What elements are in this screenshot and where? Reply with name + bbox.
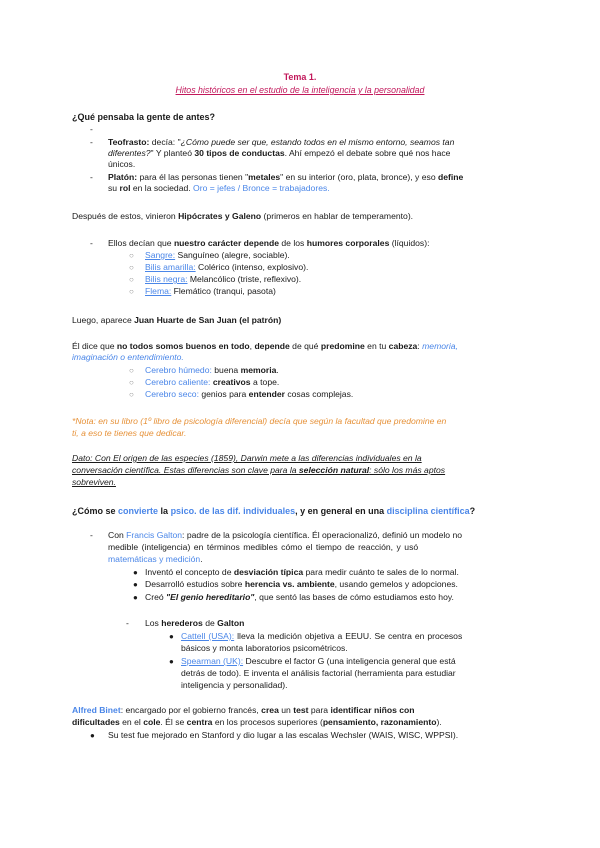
cerebro-item: Cerebro húmedo: buena memoria.	[145, 365, 279, 375]
dato-line-1: Dato: Con El origen de las especies (1859), Darwin mete a las diferencias individuales en la	[72, 453, 422, 463]
page-subtitle: Hitos históricos en el estudio de la inteligencia y la personalidad	[175, 85, 425, 95]
spearman-line-2: detrás de todo). E inventa el análisis factorial (herramienta para estudiar	[181, 668, 456, 678]
nota-line-2: ti, a eso te tienes que dedicar.	[72, 428, 187, 438]
cerebro-item: Cerebro seco: genios para entender cosas complejas.	[145, 389, 354, 399]
teofrasto-line-1: Teofrasto: decía: "¿Cómo puede ser que, estando todos en el mismo entorno, seamos tan	[108, 137, 455, 147]
binet-line-1: Alfred Binet: encargado por el gobierno francés, crea un test para identificar niños con	[72, 705, 415, 715]
circle-bullet-icon: ○	[129, 390, 134, 399]
dash-marker: -	[90, 137, 93, 147]
galton-line-3: matemáticas y medición.	[108, 554, 203, 564]
circle-bullet-icon: ○	[129, 366, 134, 375]
dash-marker: -	[126, 618, 129, 628]
humores-bullet: Ellos decían que nuestro carácter depende de los humores corporales (líquidos):	[108, 238, 430, 248]
platon-line-2: su rol en la sociedad. Oro = jefes / Bronce = trabajadores.	[108, 183, 330, 193]
bullet-dot-icon: ●	[169, 657, 174, 666]
nota-line-1: *Nota: en su libro (1º libro de psicología diferencial) decía que según la facultad que predomine en	[72, 416, 447, 426]
cattell-line-1: Cattell (USA): lleva la medición objetiva a EEUU. Se centra en procesos	[181, 631, 463, 641]
spearman-line-3: inteligencia y personalidad).	[181, 680, 288, 690]
galton-line-2: medible (inteligencia) en términos medibles cómo el tiempo de reacción, y usó	[108, 542, 419, 552]
bullet-dot-icon: ●	[133, 580, 138, 589]
herederos-heading: Los herederos de Galton	[145, 618, 245, 628]
circle-bullet-icon: ○	[129, 378, 134, 387]
galton-line-1: Con Francis Galton: padre de la psicología científica. Él operacionalizó, definió un modelo no	[108, 530, 462, 540]
circle-bullet-icon: ○	[129, 287, 134, 296]
huarte-para-2: imaginación o entendimiento.	[72, 352, 184, 362]
teofrasto-line-2: diferentes?" Y planteó 30 tipos de conductas. Ahí empezó el debate sobre qué nos hace	[108, 148, 451, 158]
humor-item: Flema: Flemático (tranqui, pasota)	[145, 286, 276, 296]
spearman-line-1: Spearman (UK): Descubre el factor G (una inteligencia general que está	[181, 656, 456, 666]
huarte-para-1: Él dice que no todos somos buenos en todo, depende de qué predomine en tu cabeza: memoria,	[72, 341, 458, 351]
hipocrates-intro: Después de estos, vinieron Hipócrates y Galeno (primeros en hablar de temperamento).	[72, 211, 414, 221]
cattell-line-2: básicos y monta laboratorios psicométricos.	[181, 643, 348, 653]
dato-line-2: conversación científica. Estas diferencias son clave para la selección natural: sólo los más aptos	[72, 465, 446, 475]
circle-bullet-icon: ○	[129, 251, 134, 260]
bullet-dot-icon: ●	[133, 593, 138, 602]
humor-item: Bilis negra: Melancólico (triste, reflexivo).	[145, 274, 302, 284]
teofrasto-line-3: únicos.	[108, 159, 136, 169]
bullet-dot-icon: ●	[169, 632, 174, 641]
galton-bullet: Desarrolló estudios sobre herencia vs. ambiente, usando gemelos y adopciones.	[145, 579, 458, 589]
section-heading-antes: ¿Qué pensaba la gente de antes?	[72, 112, 216, 122]
platon-line-1: Platón: para él las personas tienen "metales" en su interior (oro, plata, bronce), y eso define	[108, 172, 464, 182]
galton-bullet: Inventó el concepto de desviación típica para medir cuánto te sales de lo normal.	[145, 567, 459, 577]
galton-bullet: Creó "El genio hereditario", que sentó las bases de cómo estudiamos esto hoy.	[145, 592, 454, 602]
dato-line-3: sobreviven.	[72, 477, 116, 487]
binet-line-2: dificultades en el cole. Él se centra en los procesos superiores (pensamiento, razonamiento).	[72, 717, 442, 727]
dash-marker: -	[90, 124, 93, 134]
dash-marker: -	[90, 530, 93, 540]
page-title: Tema 1.	[283, 72, 317, 82]
humor-item: Bilis amarilla: Colérico (intenso, explosivo).	[145, 262, 309, 272]
huarte-intro: Luego, aparece Juan Huarte de San Juan (el patrón)	[72, 315, 282, 325]
humor-item: Sangre: Sanguíneo (alegre, sociable).	[145, 250, 290, 260]
section-heading-cientifica: ¿Cómo se convierte la psico. de las dif. individuales, y en general en una disciplina científica?	[72, 506, 476, 516]
cerebro-item: Cerebro caliente: creativos a tope.	[145, 377, 280, 387]
circle-bullet-icon: ○	[129, 275, 134, 284]
dash-marker: -	[90, 172, 93, 182]
bullet-dot-icon: ●	[133, 568, 138, 577]
bullet-dot-icon: ●	[90, 731, 95, 740]
binet-bullet: Su test fue mejorado en Stanford y dio lugar a las escalas Wechsler (WAIS, WISC, WPPSI).	[108, 730, 459, 740]
dash-marker: -	[90, 238, 93, 248]
circle-bullet-icon: ○	[129, 263, 134, 272]
